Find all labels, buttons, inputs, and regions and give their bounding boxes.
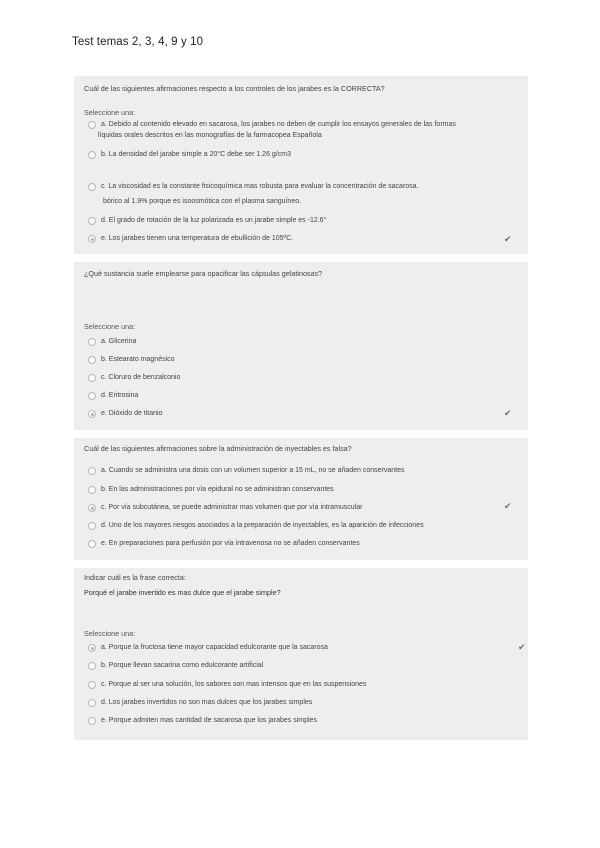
answer-option-c[interactable] (88, 503, 362, 513)
option-label: a. Porque la fructosa tiene mayor capacidad edulcorante que la sacarosa (101, 644, 328, 651)
radio-button[interactable] (88, 121, 96, 129)
radio-button[interactable] (88, 486, 96, 494)
answer-option-e[interactable] (88, 716, 317, 726)
option-label: d. Eritrosina (101, 392, 139, 399)
option-label-continued: líquidas orales descritos en las monografías de la farmacopea Española (98, 132, 322, 139)
radio-button[interactable] (88, 356, 96, 364)
option-label: c. Porque al ser una solución, los sabores son mas intensos que en las suspensiones (101, 681, 367, 688)
option-label: a. Cuando se administra una dosis con un volumen superior a 15 mL, no se añaden conservantes (101, 467, 405, 474)
option-label: b. En las administraciones por vía epidural no se administran conservantes (101, 486, 334, 493)
question-card-2 (74, 262, 528, 430)
answer-option-c[interactable] (88, 373, 180, 383)
radio-button[interactable] (88, 392, 96, 400)
option-label: e. En preparaciones para perfusión por vía intravenosa no se añaden conservantes (101, 540, 360, 547)
select-label: Seleccione una: (84, 629, 136, 638)
option-label: b. Estearato magnésico (101, 356, 175, 363)
option-label: e. Porque admiten mas cantidad de sacarosa que los jarabes simples (101, 717, 317, 724)
answer-option-c[interactable] (88, 680, 366, 690)
radio-button[interactable] (88, 540, 96, 548)
answer-option-d[interactable] (88, 698, 312, 708)
radio-button[interactable] (88, 151, 96, 159)
answer-option-d[interactable] (88, 521, 424, 531)
select-label: Seleccione una: (84, 108, 136, 117)
question-card-4 (74, 568, 528, 740)
radio-button[interactable] (88, 467, 96, 475)
option-label-continued: bórico al 1.9% porque es isoosmótica con el plasma sanguíneo. (103, 198, 302, 205)
radio-button-selected[interactable] (88, 410, 96, 418)
radio-button[interactable] (88, 374, 96, 382)
option-label: e. Los jarabes tienen una temperatura de ebullición de 105ºC. (101, 235, 294, 242)
question-text: Cuál de las siguientes afirmaciones respecto a los controles de los jarabes es la CORRECTA? (84, 84, 385, 93)
check-icon: ✔ (518, 642, 526, 652)
question-card-3 (74, 438, 528, 560)
option-label: c. Por vía subcutánea, se puede administrar mas volumen que por vía intramuscular (101, 504, 363, 511)
radio-button-selected[interactable] (88, 644, 96, 652)
answer-option-b[interactable] (88, 485, 334, 495)
check-icon: ✔ (504, 408, 512, 418)
answer-option-b[interactable] (88, 355, 175, 365)
answer-option-e[interactable] (88, 409, 162, 419)
option-label: d. El grado de rotación de la luz polarizada es un jarabe simple es -12.6° (101, 217, 327, 224)
radio-button[interactable] (88, 699, 96, 707)
option-label: a. Glicerina (101, 338, 137, 345)
answer-option-b[interactable] (88, 150, 291, 160)
radio-button[interactable] (88, 338, 96, 346)
radio-button-selected[interactable] (88, 504, 96, 512)
option-label: e. Dióxido de titanio (101, 410, 163, 417)
answer-option-e[interactable] (88, 234, 293, 244)
answer-option-c[interactable] (88, 182, 419, 192)
question-text: ¿Qué sustancia suele emplearse para opacificar las cápsulas gelatinosas? (84, 269, 323, 278)
option-label: b. Porque llevan sacarina como edulcorante artificial (101, 662, 264, 669)
answer-option-a[interactable] (88, 643, 328, 653)
answer-option-a[interactable] (88, 466, 405, 476)
answer-option-b[interactable] (88, 661, 263, 671)
answer-option-a[interactable] (88, 337, 136, 347)
radio-button[interactable] (88, 217, 96, 225)
select-label: Seleccione una: (84, 322, 136, 331)
answer-option-d[interactable] (88, 216, 326, 226)
radio-button-selected[interactable] (88, 235, 96, 243)
radio-button[interactable] (88, 183, 96, 191)
question-instruction: Indicar cuál es la frase correcta: (84, 573, 186, 582)
check-icon: ✔ (504, 501, 512, 511)
question-card-1 (74, 76, 528, 254)
question-text: Porqué el jarabe invertido es mas dulce que el jarabe simple? (84, 588, 281, 597)
answer-option-e[interactable] (88, 539, 360, 549)
option-label: d. Los jarabes invertidos no son mas dulces que los jarabes simples (101, 699, 313, 706)
check-icon: ✔ (504, 234, 512, 244)
radio-button[interactable] (88, 662, 96, 670)
option-label: c. Cloruro de benzalconio (101, 374, 181, 381)
option-label: c. La viscosidad es la constante fisicoquímica mas robusta para evaluar la concentración de sacarosa. (101, 183, 419, 190)
answer-option-a[interactable] (88, 120, 456, 130)
radio-button[interactable] (88, 522, 96, 530)
option-label: d. Uno de los mayores riesgos asociados a la preparación de inyectables, es la aparición de infecciones (101, 522, 424, 529)
document-title: Test temas 2, 3, 4, 9 y 10 (72, 36, 204, 48)
option-label: b. La densidad del jarabe simple a 20°C debe ser 1.26 g/cm3 (101, 151, 291, 158)
radio-button[interactable] (88, 681, 96, 689)
radio-button[interactable] (88, 717, 96, 725)
option-label: a. Debido al contenido elevado en sacarosa, los jarabes no deben de cumplir los ensayos generales de las formas (101, 121, 456, 128)
question-text: Cuál de las siguientes afirmaciones sobre la administración de inyectables es falsa? (84, 444, 352, 453)
answer-option-d[interactable] (88, 391, 138, 401)
